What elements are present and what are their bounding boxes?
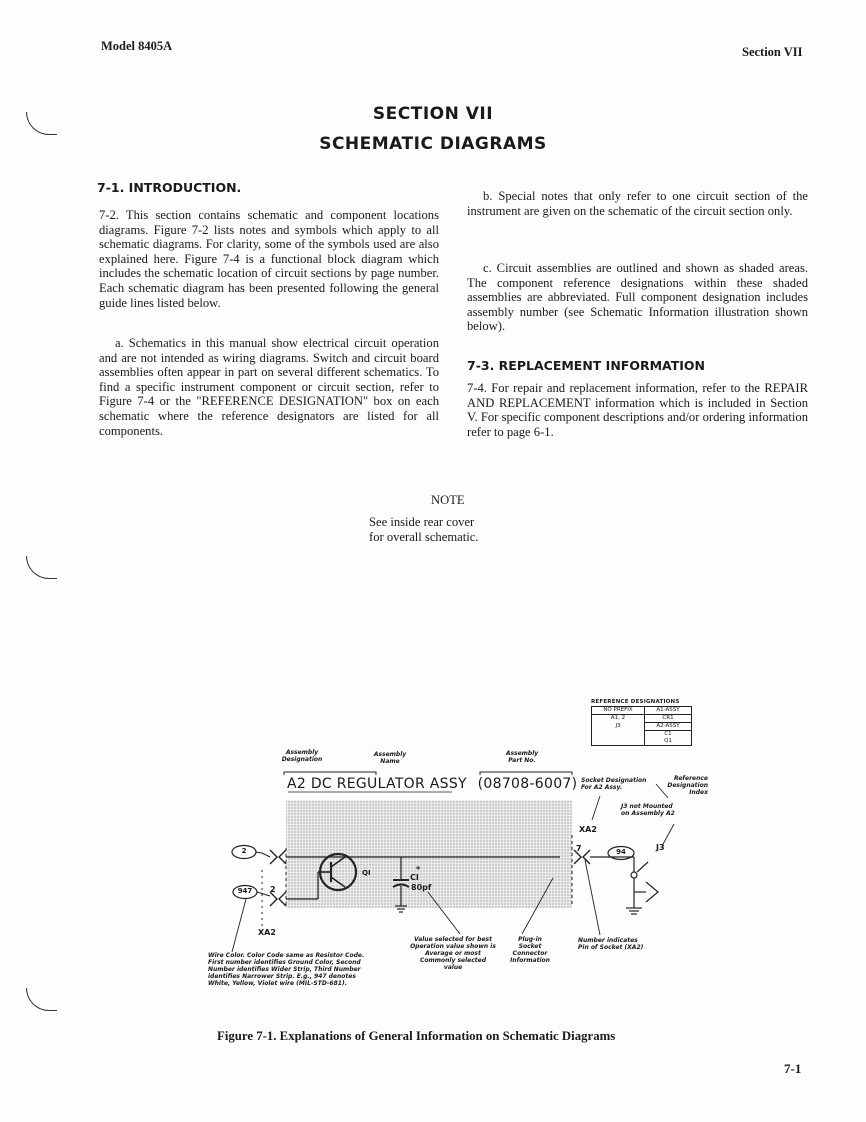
paragraph-7-2: 7-2. This section contains schematic and component locations diagrams. Figure 7-2 lists notes and symbols which apply to all schematic diagrams. For clarity, some of the symbols used are also explained here. Figure 7-4 is a functional block diagram which includes the schematic location of circuit sections by page number. Each schematic diagram has been presented following the general guide lines listed below. [99,208,439,310]
j3-label: J3 [656,843,665,852]
c1-value-label: 80pf [411,883,432,892]
xa2-top-label: XA2 [579,825,597,834]
section-title: SECTION VII [372,104,494,124]
pin-7-label: 7 [576,844,582,853]
ref-col1-value: A1, 2 [592,715,645,723]
q1-label: QI [362,869,371,877]
c1-label: CI [410,873,419,882]
section-subtitle: SCHEMATIC DIAGRAMS [319,134,547,154]
ref-col2-value: C1 [645,731,692,739]
ref-col1-value: J3 [592,723,645,731]
ref-col2-value: CR1 [645,715,692,723]
ref-col2-value: A2-ASSY [645,723,692,731]
note-line-2: for overall schematic. [369,530,479,544]
assembly-part-number: (08708-6007) [477,776,578,792]
figure-caption: Figure 7-1. Explanations of General Information on Schematic Diagrams [217,1029,616,1043]
assembly-title [287,776,577,792]
assembly-designation-label: Assembly Designation [281,749,323,763]
wire-tag-947: 947 [237,887,253,895]
note-line-1: See inside rear cover [369,515,475,529]
assembly-name-text: A2 DC REGULATOR ASSY [287,776,467,792]
ref-col2-value: Q1 [645,738,692,746]
ref-table-title: REFERENCE DESIGNATIONS [591,699,680,705]
assembly-name-label: Assembly Name [373,751,407,765]
wire-color-note: Wire Color. Color Code same as Resistor Code. First number identifies Ground Color, Second Number identifies Wider Strip, Third Number identifies Narrower Strip. E.g., 947 denotes White, Yellow, Violet wire (MIL-STD-681). [208,952,365,987]
assembly-part-no-label: Assembly Part No. [505,750,539,764]
c1-selected-mark: * [416,865,421,874]
page-number: 7-1 [784,1061,802,1076]
socket-designation-label: Socket Designation For A2 Assy. [581,777,647,791]
paragraph-7-4: 7-4. For repair and replacement information, refer to the REPAIR AND REPLACEMENT information which is included in Section V. For specific component descriptions and/or ordering information refer to page 6-1. [467,381,808,439]
replacement-heading: 7-3. REPLACEMENT INFORMATION [467,358,705,373]
pin-2-label: 2 [270,885,276,894]
intro-heading: 7-1. INTRODUCTION. [97,180,242,195]
xa2-bottom-label: XA2 [258,928,276,937]
plug-in-note: Plug-in Socket Connector Information [510,936,550,964]
j3-note: J3 not Mounted on Assembly A2 [621,803,675,817]
section-header: Section VII [742,45,803,59]
number-indicates-note: Number indicates Pin of Socket (XA2) [578,937,644,951]
model-header: Model 8405A [101,39,173,53]
note-title: NOTE [431,493,465,507]
paragraph-b: b. Special notes that only refer to one circuit section of the instrument are given on the schematic of the circuit section only. [467,189,808,218]
value-selected-note: Value selected for best Operation value shown is Average or most Commonly selected value [410,936,496,971]
paragraph-a: a. Schematics in this manual show electrical circuit operation and are not intended as wiring diagrams. Switch and circuit board assemblies often appear in part on several different schematics. To find a specific instrument component or circuit section, refer to Figure 7-4 or the "REFERENCE DESIGNATION" box on each schematic where the reference designators are listed for all components. [99,336,439,438]
wire-tag-2: 2 [241,847,247,855]
paragraph-c: c. Circuit assemblies are outlined and shown as shaded areas. The component reference designations within these shaded assemblies are abbreviated. Full component designation includes assembly number (see Schematic Information illustration shown below). [467,261,808,334]
ref-col2-header: A1-ASSY [645,707,692,715]
reference-designation-index-label: Reference Designation Index [667,775,708,796]
node-94-label: 94 [616,848,626,856]
ref-col1-header: NO PREFIX [592,707,645,715]
